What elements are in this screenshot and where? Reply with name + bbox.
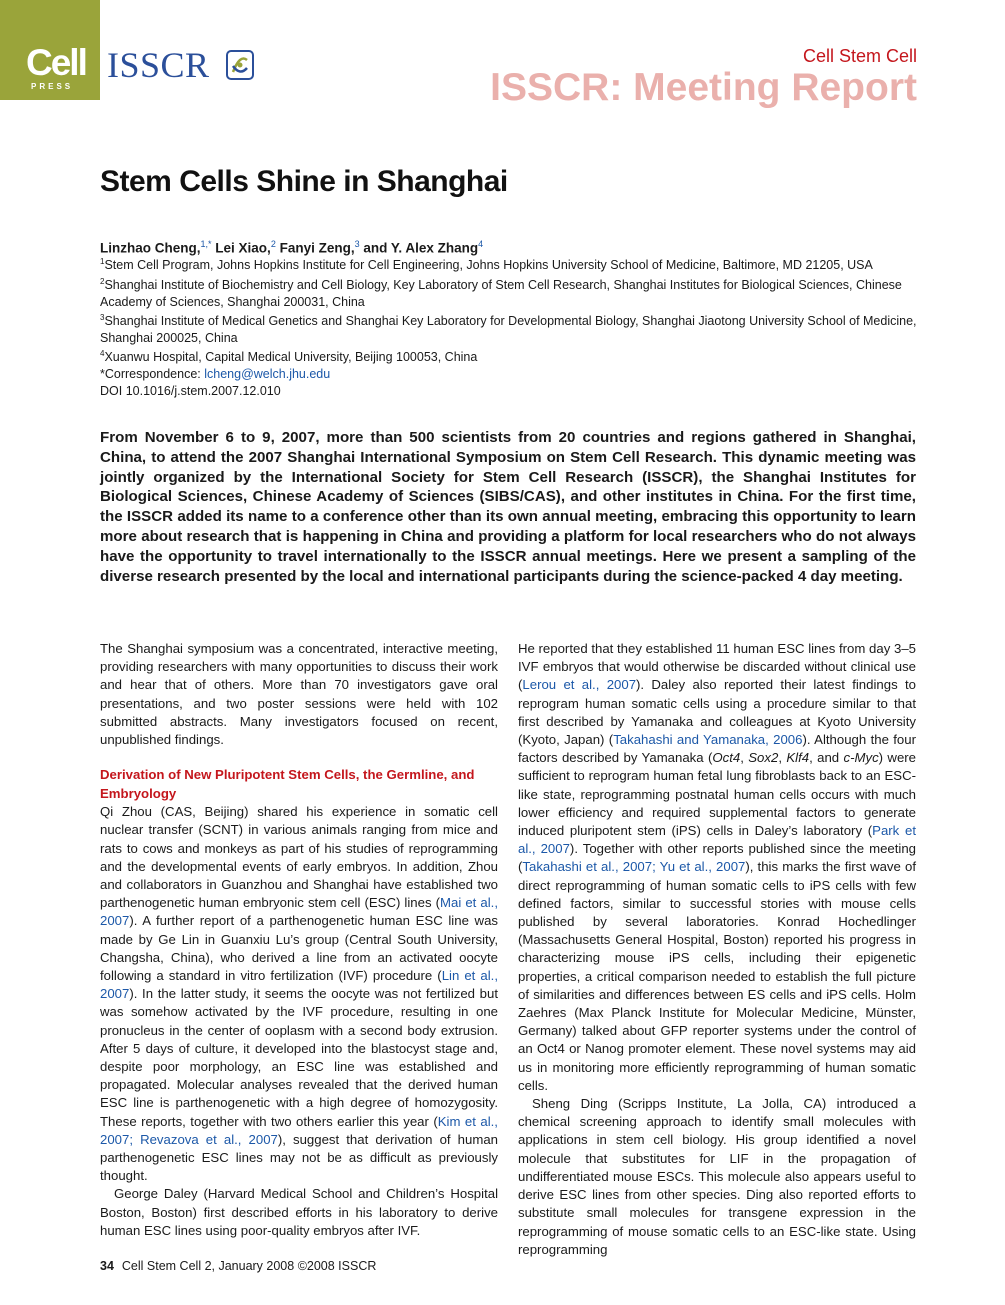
cell-logo-press: PRESS: [31, 82, 74, 91]
article-title: Stem Cells Shine in Shanghai: [100, 165, 508, 198]
affiliation-item: $^3$Shanghai Institute of Medical Genetics and Shanghai Key Laboratory for Developmental Biology, Shanghai Jiaotong University School of Medicine, Shanghai 200025, China: [100, 313, 917, 345]
body-column-right: [518, 640, 916, 1259]
body-paragraph: George Daley (Harvard Medical School and Children’s Hospital Boston, Boston) first described efforts in his laboratory to derive human ESC lines using poor-quality embryos after IVF.: [100, 1186, 498, 1238]
abstract: From November 6 to 9, 2007, more than 500 scientists from 20 countries and regions gathered in Shanghai, China, to attend the 2007 Shanghai International Symposium on Stem Cell Research. This dynamic meeting was jointly organized by the International Society for Stem Cell Research (ISSCR), the Shanghai Institutes for Biological Sciences, Chinese Academy of Sciences (SIBS/CAS), and other institutes in China. For the first time, the ISSCR added its name to a conference other than its own annual meeting, embracing this opportunity to learn more about research that is happening in China and providing a platform for local researchers who do not always have the opportunity to travel internationally to the ISSCR annual meetings. Here we present a sampling of the diverse research presented by the local and international participants during the science-packed 4 day meeting.: [100, 429, 916, 585]
author-affil-mark: 1,*: [200, 239, 212, 249]
page-footer: [100, 1259, 376, 1273]
cell-logo-word: Cell: [26, 42, 86, 83]
citation-link[interactable]: Park et al., 2007: [518, 823, 916, 857]
section-heading: Derivation of New Pluripotent Stem Cells, the Germline, and Embryology: [100, 767, 475, 802]
journal-name: Cell Stem Cell: [802, 46, 917, 66]
correspondence-email-link[interactable]: lcheng@welch.jhu.edu: [204, 367, 331, 382]
citation-link[interactable]: Kim et al., 2007; Revazova et al., 2007: [100, 1113, 498, 1147]
gene-name: Klf4: [786, 750, 810, 766]
body-column-left: [100, 640, 498, 1240]
affiliation-item: $^2$Shanghai Institute of Biochemistry and Cell Biology, Key Laboratory of Stem Cell Research, Shanghai Institutes for Biological Sciences, Chinese Academy of Sciences, Shanghai 200031, China: [100, 276, 902, 309]
footer-citation: Cell Stem Cell 2, January 2008 ©2008 ISSCR: [121, 1259, 377, 1273]
author-name: Fanyi Zeng,: [279, 240, 355, 256]
cell-press-logo: [0, 0, 100, 100]
isscr-swirl-icon: [226, 50, 254, 80]
author-affil-mark: 3: [354, 239, 360, 249]
affiliation-item: $^1$Stem Cell Program, Johns Hopkins Institute for Cell Engineering, Johns Hopkins University School of Medicine, Baltimore, MD 21205, USA: [100, 257, 873, 273]
author-name: and Y. Alex Zhang: [363, 240, 479, 256]
citation-link[interactable]: Mai et al., 2007: [100, 895, 498, 929]
body-paragraph: Qi Zhou (CAS, Beijing) shared his experience in somatic cell nuclear transfer (SCNT) in various animals ranging from mice and rats to cows and monkeys as part of his studies of reprogramming and the developmental events of early embryos. In addition, Zhou and collaborators in Guanzhou and Shanghai have established two parthenogenetic human embryonic stem cell (ESC) lines (Mai et al., 2007). A further report of a parthenogenetic human ESC line was made by Ge Lin in Guanxiu Lu’s group (Central South University, Changsha, China), who derived a line from an activated oocyte following a standard in vitro fertilization (IVF) procedure (Lin et al., 2007). In the latter study, it seems the oocyte was not fertilized but was somehow activated by the IVF procedure, resulting in one pronucleus in the center of ooplasm with a second body extrusion. After 5 days of culture, it developed into the blastocyst stage and, despite poor morphology, an ESC line was established and propagated. Molecular analyses revealed that the derived human ESC line is parthenogenetic with a high degree of homozygosity. These reports, together with two others earlier this year (Kim et al., 2007; Revazova et al., 2007), suggest that derivation of human parthenogenetic ESC lines may not be as difficult as previously thought.: [100, 804, 498, 1184]
citation-link[interactable]: Takahashi and Yamanaka, 2006: [613, 732, 803, 748]
author-name: Linzhao Cheng,: [100, 240, 201, 256]
citation-link[interactable]: Lin et al., 2007: [100, 968, 498, 1002]
author-affil-mark: 4: [478, 239, 484, 249]
gene-name: Oct4: [712, 750, 741, 766]
author-name: Lei Xiao,: [215, 240, 271, 256]
gene-name: Sox2: [748, 750, 779, 766]
citation-link[interactable]: Lerou et al., 2007: [522, 677, 637, 693]
body-paragraph: He reported that they established 11 human ESC lines from day 3–5 IVF embryos that would otherwise be discarded without clinical use (Lerou et al., 2007). Daley also reported their latest findings to reprogram human somatic cells using a procedure similar to that first described by Yamanaka and colleagues at Kyoto University (Kyoto, Japan) (Takahashi and Yamanaka, 2006). Although the four factors described by Yamanaka (Oct4, Sox2, Klf4, and c-Myc) were sufficient to reprogram human fetal lung fibroblasts back to an ESC-like state, reprogramming postnatal human cells occurs with much lower efficiency and required supplemental factors to generate induced pluripotent stem (iPS) cells in Daley’s laboratory (Park et al., 2007). Together with other reports published since the meeting (Takahashi et al., 2007; Yu et al., 2007), this marks the first wave of direct reprogramming of human somatic cells to iPS cells with few defined factors, similar to successful stories with mouse cells published by several laboratories. Konrad Hochedlinger (Massachusetts General Hospital, Boston) reported his progress in characterizing mouse iPS cells, including their epigenetic properties, a critical comparison needed to establish the full picture of similarities and differences between ES cells and iPS cells. Holm Zaehres (Max Planck Institute for Molecular Medicine, Münster, Germany) talked about GFP reporter systems under the control of an Oct4 or Nanog promoter element. These novel systems may aid us in monitoring more efficiently reprogramming of human somatic cells.: [518, 641, 917, 1093]
author-affil-mark: 2: [270, 239, 276, 249]
citation-link[interactable]: Takahashi et al., 2007; Yu et al., 2007: [522, 859, 746, 875]
doi: DOI 10.1016/j.stem.2007.12.010: [100, 383, 281, 398]
correspondence: *Correspondence: lcheng@welch.jhu.edu: [100, 367, 331, 382]
affiliation-item: $^4$Xuanwu Hospital, Capital Medical University, Beijing 100053, China: [100, 349, 478, 365]
body-paragraph: Sheng Ding (Scripps Institute, La Jolla, CA) introduced a chemical screening approach to identify small molecules with applications in stem cell biology. His group identified a novel molecule that substitutes for LIF in the propagation of undifferentiated mouse ESCs. This molecule also appears useful to derive ESC lines from other species. Ding also reported efforts to substitute small molecules for transgene expression in the reprogramming of mouse somatic cells to an ESC-like state. Using reprogramming: [518, 1096, 916, 1257]
section-label: ISSCR: Meeting Report: [490, 66, 917, 109]
affiliations: [100, 254, 920, 399]
body-paragraph: The Shanghai symposium was a concentrated, interactive meeting, providing researchers with many opportunities to discuss their work and hear that of others. More than 70 investigators gave oral presentations, and two poster sessions were held with 102 submitted abstracts. Many investigators focused on recent, unpublished findings.: [100, 641, 498, 748]
gene-name: c-Myc: [843, 750, 879, 766]
page-number: 34: [100, 1259, 114, 1273]
isscr-logo: ISSCR: [107, 45, 210, 85]
